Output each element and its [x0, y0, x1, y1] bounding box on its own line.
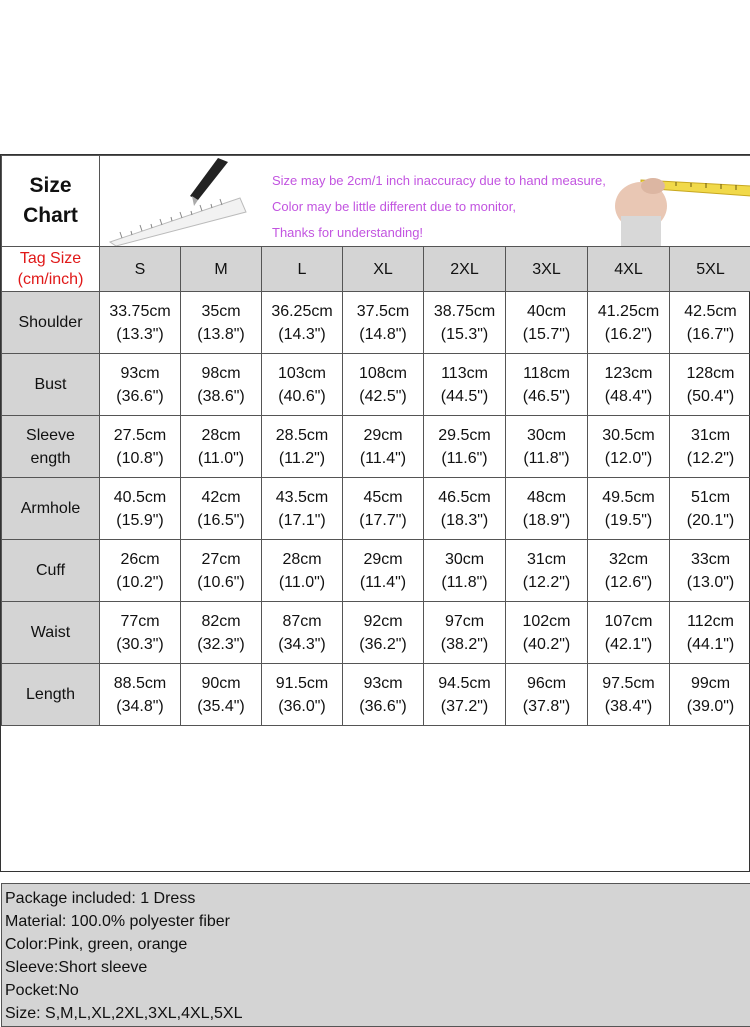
measurement-cell: 46.5cm (18.3") [424, 478, 506, 540]
measurement-cell: 123cm (48.4") [588, 354, 670, 416]
size-chart [0, 154, 750, 872]
measurement-label: Length [2, 664, 100, 726]
size-column-header: S [100, 247, 181, 292]
measurement-cell: 48cm (18.9") [506, 478, 588, 540]
size-header-row [2, 247, 750, 292]
detail-line: Material: 100.0% polyester fiber [5, 910, 747, 933]
measurement-cell: 30cm (11.8") [424, 540, 506, 602]
measurement-row [2, 478, 750, 540]
measurement-row [2, 540, 750, 602]
measurement-cell: 93cm (36.6") [343, 664, 424, 726]
notice-banner [100, 156, 750, 247]
measurement-label: Waist [2, 602, 100, 664]
notice-text [272, 168, 606, 246]
tag-size-label: Tag Size (cm/inch) [2, 247, 100, 292]
measurement-cell: 36.25cm (14.3") [262, 292, 343, 354]
measurement-cell: 28cm (11.0") [181, 416, 262, 478]
measurement-cell: 82cm (32.3") [181, 602, 262, 664]
note-line: Size may be 2cm/1 inch inaccuracy due to hand measure, [272, 168, 606, 194]
measurement-label: Shoulder [2, 292, 100, 354]
measurement-cell: 108cm (42.5") [343, 354, 424, 416]
measurement-cell: 88.5cm (34.8") [100, 664, 181, 726]
size-column-header: M [181, 247, 262, 292]
measurement-cell: 27.5cm (10.8") [100, 416, 181, 478]
measurement-cell: 87cm (34.3") [262, 602, 343, 664]
measurement-cell: 35cm (13.8") [181, 292, 262, 354]
detail-line: Package included: 1 Dress [5, 887, 747, 910]
measurement-cell: 96cm (37.8") [506, 664, 588, 726]
measurement-cell: 31cm (12.2") [506, 540, 588, 602]
measurement-cell: 42.5cm (16.7") [670, 292, 750, 354]
detail-line: Sleeve:Short sleeve [5, 956, 747, 979]
measurement-cell: 128cm (50.4") [670, 354, 750, 416]
detail-line: Pocket:No [5, 979, 747, 1002]
measurement-label: Armhole [2, 478, 100, 540]
chart-title: Size Chart [2, 156, 100, 247]
header-row [2, 156, 750, 247]
measurement-cell: 91.5cm (36.0") [262, 664, 343, 726]
measurement-cell: 93cm (36.6") [100, 354, 181, 416]
measurement-cell: 37.5cm (14.8") [343, 292, 424, 354]
measurement-row [2, 602, 750, 664]
measurement-cell: 97.5cm (38.4") [588, 664, 670, 726]
size-column-header: 2XL [424, 247, 506, 292]
measurement-row [2, 416, 750, 478]
measurement-cell: 31cm (12.2") [670, 416, 750, 478]
measurement-cell: 26cm (10.2") [100, 540, 181, 602]
measurement-cell: 33cm (13.0") [670, 540, 750, 602]
size-table [1, 155, 750, 726]
measurement-cell: 30cm (11.8") [506, 416, 588, 478]
measurement-cell: 98cm (38.6") [181, 354, 262, 416]
measurement-cell: 43.5cm (17.1") [262, 478, 343, 540]
size-column-header: L [262, 247, 343, 292]
measurement-cell: 41.25cm (16.2") [588, 292, 670, 354]
measurement-cell: 38.75cm (15.3") [424, 292, 506, 354]
measurement-cell: 45cm (17.7") [343, 478, 424, 540]
measurement-cell: 28cm (11.0") [262, 540, 343, 602]
measurement-cell: 32cm (12.6") [588, 540, 670, 602]
measurement-cell: 40.5cm (15.9") [100, 478, 181, 540]
measurement-cell: 92cm (36.2") [343, 602, 424, 664]
measurement-cell: 49.5cm (19.5") [588, 478, 670, 540]
measurement-cell: 113cm (44.5") [424, 354, 506, 416]
measurement-cell: 99cm (39.0") [670, 664, 750, 726]
product-details [1, 883, 750, 1027]
measurement-cell: 107cm (42.1") [588, 602, 670, 664]
note-line: Thanks for understanding! [272, 220, 606, 246]
measurement-row [2, 292, 750, 354]
ruler-illustration [100, 156, 250, 246]
measurement-cell: 97cm (38.2") [424, 602, 506, 664]
tape-measure-illustration [601, 156, 750, 246]
size-column-header: 3XL [506, 247, 588, 292]
measurement-cell: 102cm (40.2") [506, 602, 588, 664]
detail-line: Size: S,M,L,XL,2XL,3XL,4XL,5XL [5, 1002, 747, 1025]
size-column-header: XL [343, 247, 424, 292]
measurement-row [2, 354, 750, 416]
detail-line: Color:Pink, green, orange [5, 933, 747, 956]
measurement-cell: 51cm (20.1") [670, 478, 750, 540]
measurement-cell: 33.75cm (13.3") [100, 292, 181, 354]
note-line: Color may be little different due to monitor, [272, 194, 606, 220]
measurement-cell: 94.5cm (37.2") [424, 664, 506, 726]
measurement-cell: 27cm (10.6") [181, 540, 262, 602]
measurement-row [2, 664, 750, 726]
measurement-label: Bust [2, 354, 100, 416]
measurement-cell: 29cm (11.4") [343, 540, 424, 602]
size-column-header: 4XL [588, 247, 670, 292]
measurement-cell: 30.5cm (12.0") [588, 416, 670, 478]
measurement-cell: 28.5cm (11.2") [262, 416, 343, 478]
measurement-cell: 29.5cm (11.6") [424, 416, 506, 478]
size-column-header: 5XL [670, 247, 750, 292]
measurement-cell: 118cm (46.5") [506, 354, 588, 416]
measurement-cell: 112cm (44.1") [670, 602, 750, 664]
measurement-cell: 42cm (16.5") [181, 478, 262, 540]
measurement-label: Sleeve ength [2, 416, 100, 478]
measurement-label: Cuff [2, 540, 100, 602]
measurement-cell: 77cm (30.3") [100, 602, 181, 664]
measurement-cell: 29cm (11.4") [343, 416, 424, 478]
measurement-cell: 40cm (15.7") [506, 292, 588, 354]
measurement-cell: 90cm (35.4") [181, 664, 262, 726]
measurement-cell: 103cm (40.6") [262, 354, 343, 416]
